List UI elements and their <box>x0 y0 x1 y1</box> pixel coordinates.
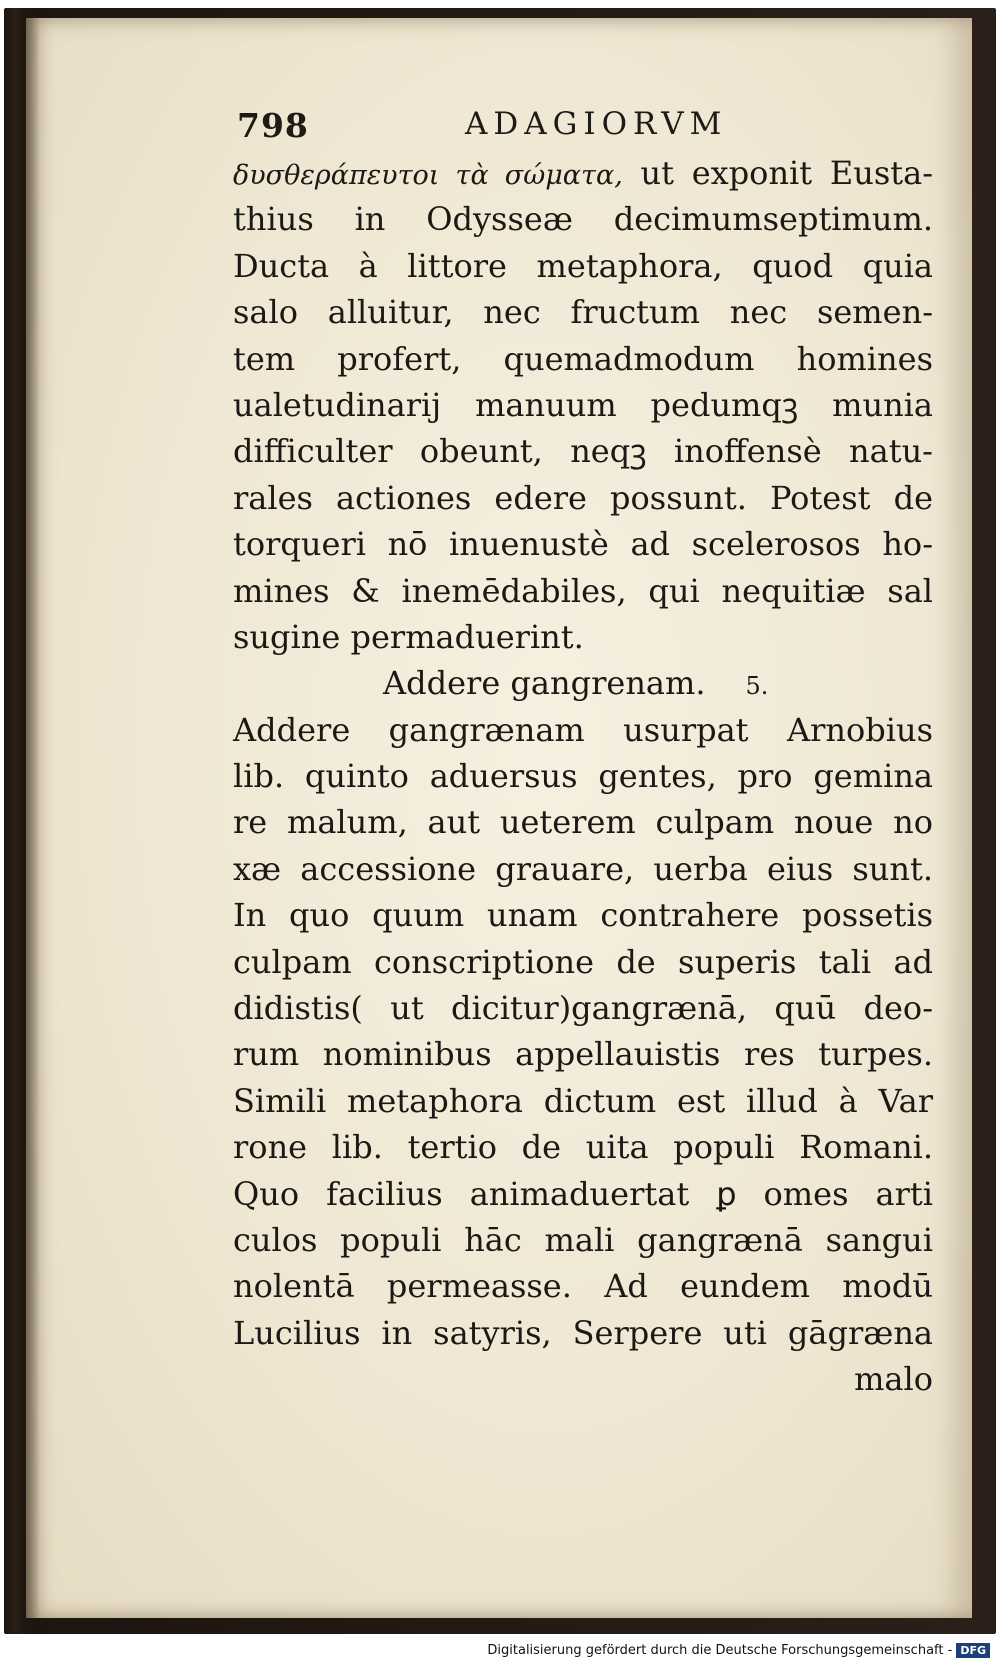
text-line: Ducta à littore metaphora, quod quia <box>233 246 933 285</box>
adage-heading <box>233 660 933 706</box>
adage-title: Addere gangrenam. <box>383 664 706 703</box>
text-line: rum nominibus appellauistis res turpes. <box>233 1035 933 1074</box>
text-line <box>233 150 933 196</box>
text-line: thius in Odysseæ decimumseptimum. <box>233 200 933 239</box>
text-line: xæ accessione grauare, uerba eius sunt. <box>233 849 933 888</box>
adage-number: 5. <box>745 672 769 701</box>
text-line: culos populi hāc mali gangrænā sangui <box>233 1220 933 1259</box>
text-line: In quo quum unam contrahere possetis <box>233 896 933 935</box>
dfg-logo: DFG <box>956 1643 990 1658</box>
text-line: salo alluitur, nec fructum nec semen- <box>233 293 933 332</box>
page-number: 798 <box>237 106 309 145</box>
page-text <box>233 150 933 1403</box>
text-line: didistis( ut dicitur)gangrænā, quū deo- <box>233 989 933 1028</box>
greek-phrase: δυσθεράπευτοι τὰ σώματα, <box>233 160 623 191</box>
text-line: rone lib. tertio de uita populi Romani. <box>233 1128 933 1167</box>
text-line-rest: ut exponit Eusta- <box>622 154 933 192</box>
text-line: tem profert, quemadmodum homines <box>233 339 933 378</box>
credit-text: Digitalisierung gefördert durch die Deutsche Forschungsgemeinschaft - <box>487 1643 953 1658</box>
text-line: lib. quinto aduersus gentes, pro gemina <box>233 757 933 796</box>
text-line: Quo facilius animaduertat ꝑ omes arti <box>233 1174 933 1213</box>
text-line: difficulter obeunt, neqꝫ inoffensè natu- <box>233 432 933 471</box>
catchword: malo <box>854 1360 933 1399</box>
text-line: Addere gangrænam usurpat Arnobius <box>233 710 933 749</box>
text-line: nolentā permeasse. Ad eundem modū <box>233 1267 933 1306</box>
running-head: ADAGIORVM <box>465 106 728 142</box>
text-line: Lucilius in satyris, Serpere uti gāgræna <box>233 1313 933 1352</box>
text-line: rales actiones edere possunt. Potest de <box>233 478 933 517</box>
text-line: torqueri nō inuenustè ad scelerosos ho- <box>233 525 933 564</box>
text-line: mines & inemēdabiles, qui nequitiæ sal <box>233 571 933 610</box>
text-line: ualetudinarij manuum pedumqꝫ munia <box>233 385 933 424</box>
text-line: re malum, aut ueterem culpam noue no <box>233 803 933 842</box>
digitization-credit <box>487 1643 990 1658</box>
page-header <box>237 106 937 156</box>
text-line: culpam conscriptione de superis tali ad <box>233 942 933 981</box>
text-line: sugine permaduerint. <box>233 617 584 656</box>
page-gutter-shadow <box>26 18 40 1618</box>
text-line: Simili metaphora dictum est illud à Var <box>233 1081 933 1120</box>
